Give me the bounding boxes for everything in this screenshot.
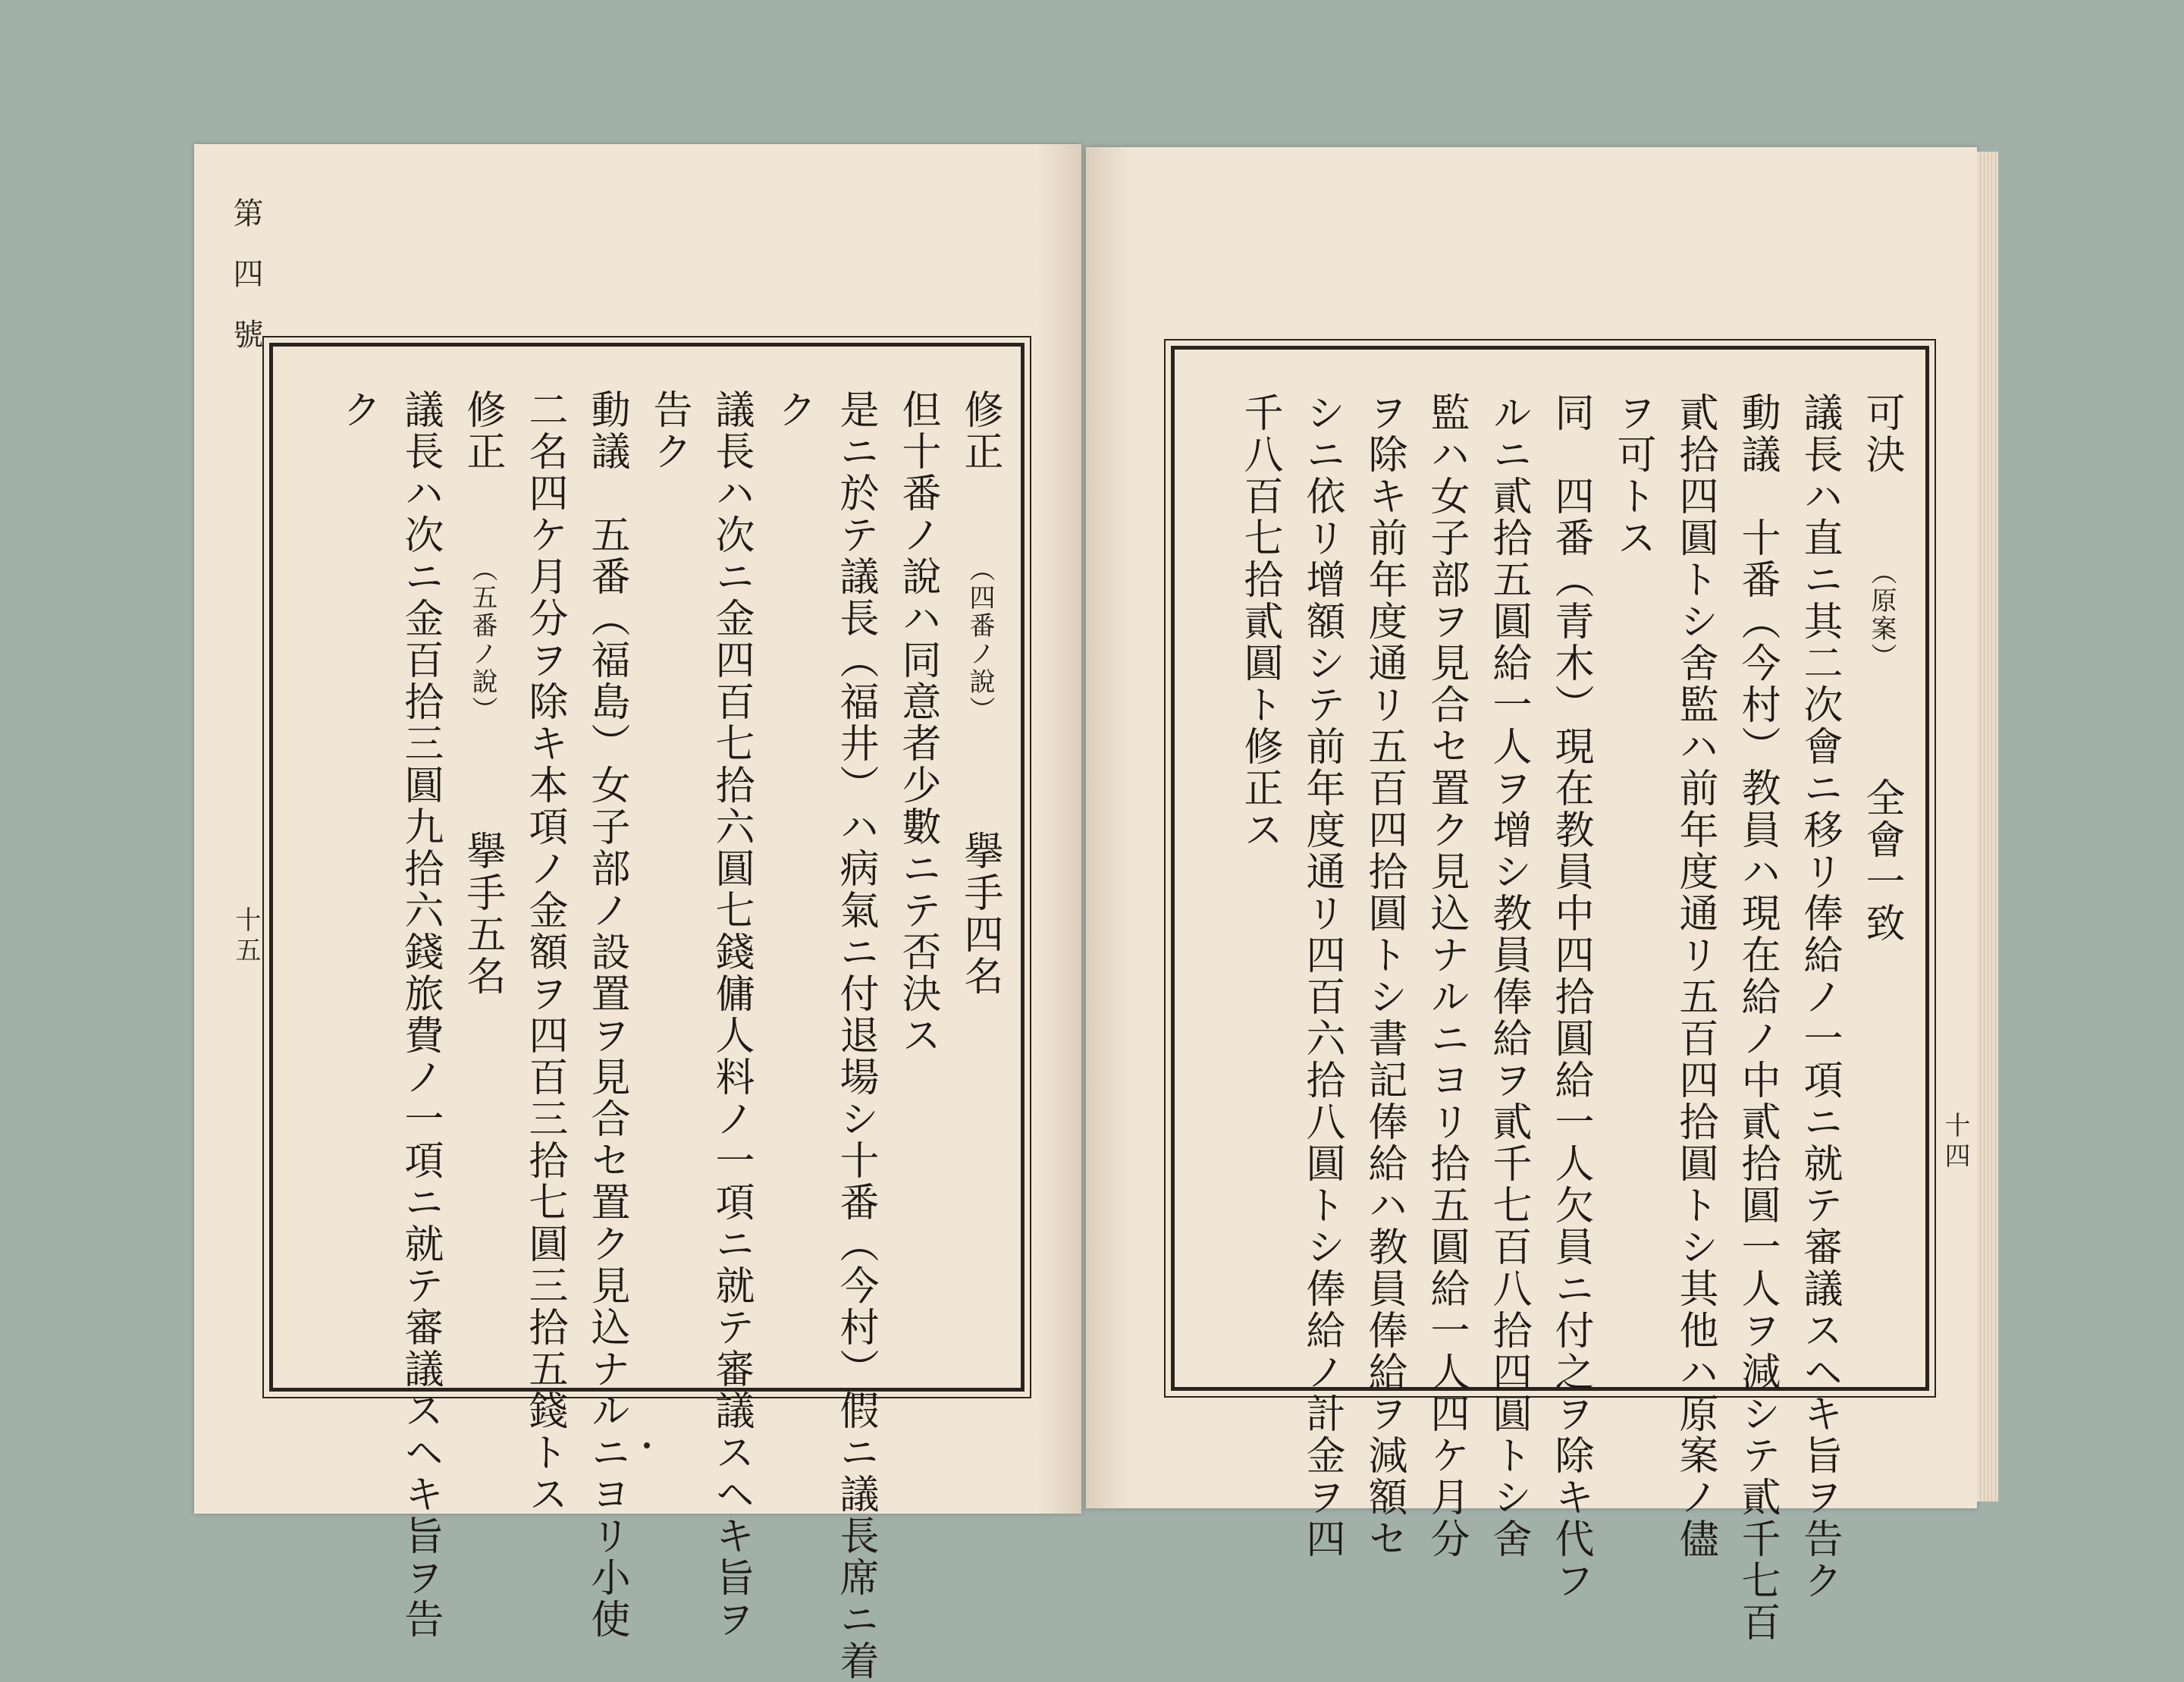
column-text: ヲ可トス [1610,392,1655,559]
text-column [584,389,629,1640]
column-note: （五番ノ說） [467,556,497,724]
column-text: ヲ除キ前年度通リ五百四拾圓トシ書記俸給ハ教員俸給ヲ減額セ [1361,392,1407,1560]
gutter-shadow [1036,144,1081,1514]
column-text: ク [335,389,381,431]
text-column [1423,392,1469,1560]
text-column [335,389,381,431]
column-text: 監ハ女子部ヲ見合セ置ク見込ナルニヨリ拾五圓給一人四ケ月分 [1423,392,1469,1560]
text-column [833,389,878,1682]
column-text: シニ依リ增額シテ前年度通リ四百六拾八圓トシ俸給ノ計金ヲ四 [1299,392,1345,1560]
column-text: 告ク [646,389,692,472]
column-tail: 擧手五名 [460,830,505,997]
column-text: 二名四ケ月分ヲ除キ本項ノ金額ヲ四百三拾七圓三拾五錢トス [522,389,567,1515]
text-column [1548,392,1593,1602]
text-column [708,389,754,1640]
text-column [1361,392,1407,1560]
column-text: 可決 [1859,392,1904,475]
text-column [1796,392,1842,1602]
column-text: 議長ハ直ニ其二次會ニ移リ俸給ノ一項ニ就テ審議スヘキ旨ヲ告ク [1796,392,1842,1602]
page-number: 十四 [1940,1112,1970,1172]
column-note: （四番ノ說） [965,556,995,724]
column-note: （原案） [1866,559,1897,671]
ink-spot [644,1442,650,1448]
column-text: 但十番ノ說ハ同意者少數ニテ否決ス [895,389,940,1056]
column-text: ルニ貳拾五圓給一人ヲ增シ教員俸給ヲ貳千七百八拾四圓トシ舍 [1486,392,1531,1560]
text-column [1237,392,1282,851]
column-text: 議長ハ次ニ金百拾三圓九拾六錢旅費ノ一項ニ就テ審議スヘキ旨ヲ告 [397,389,443,1640]
text-frame [1171,346,1970,1643]
text-column [646,389,692,472]
column-text: 是ニ於テ議長（福井）ハ病氣ニ付退場シ十番（今村）假ニ議長席ニ着 [833,389,878,1682]
column-text: 動議 五番（福島）女子部ノ設置ヲ見合セ置ク見込ナルニヨリ小使 [584,389,629,1640]
text-column [1610,392,1655,559]
page-stack-edge [1977,152,1998,1502]
text-column [770,389,816,431]
column-text: 議長ハ次ニ金四百七拾六圓七錢傭人料ノ一項ニ就テ審議スヘキ旨ヲ [708,389,754,1640]
column-text: 修正 [460,389,505,472]
right-page [1086,147,1977,1643]
text-column [522,389,567,1515]
column-text: ク [770,389,816,431]
column-tail: 全會一致 [1859,777,1904,944]
column-tail: 擧手四名 [957,830,1003,997]
text-column [895,389,940,1056]
gutter-shadow [1086,147,1131,1508]
column-text: 同 四番（青木）現在教員中四拾圓給一人欠員ニ付之ヲ除キ代フ [1548,392,1593,1602]
column-text: 修正 [957,389,1003,472]
text-column [1672,392,1718,1560]
column-text: 動議 十番（今村）教員ハ現在給ノ中貳拾圓一人ヲ減シテ貳千七百 [1734,392,1780,1643]
text-column [1486,392,1531,1560]
issue-number: 第四號 [228,197,263,379]
text-column [397,389,443,1640]
text-column [1734,392,1780,1643]
text-column [460,389,505,997]
text-column [1859,392,1904,944]
left-page [194,144,1081,1682]
text-column [957,389,1003,997]
page-number: 十五 [231,906,261,967]
text-frame [269,343,1025,1682]
column-text: 貳拾四圓トシ舍監ハ前年度通リ五百四拾圓トシ其他ハ原案ノ儘 [1672,392,1718,1560]
text-column [1299,392,1345,1560]
column-text: 千八百七拾貳圓ト修正ス [1237,392,1282,851]
